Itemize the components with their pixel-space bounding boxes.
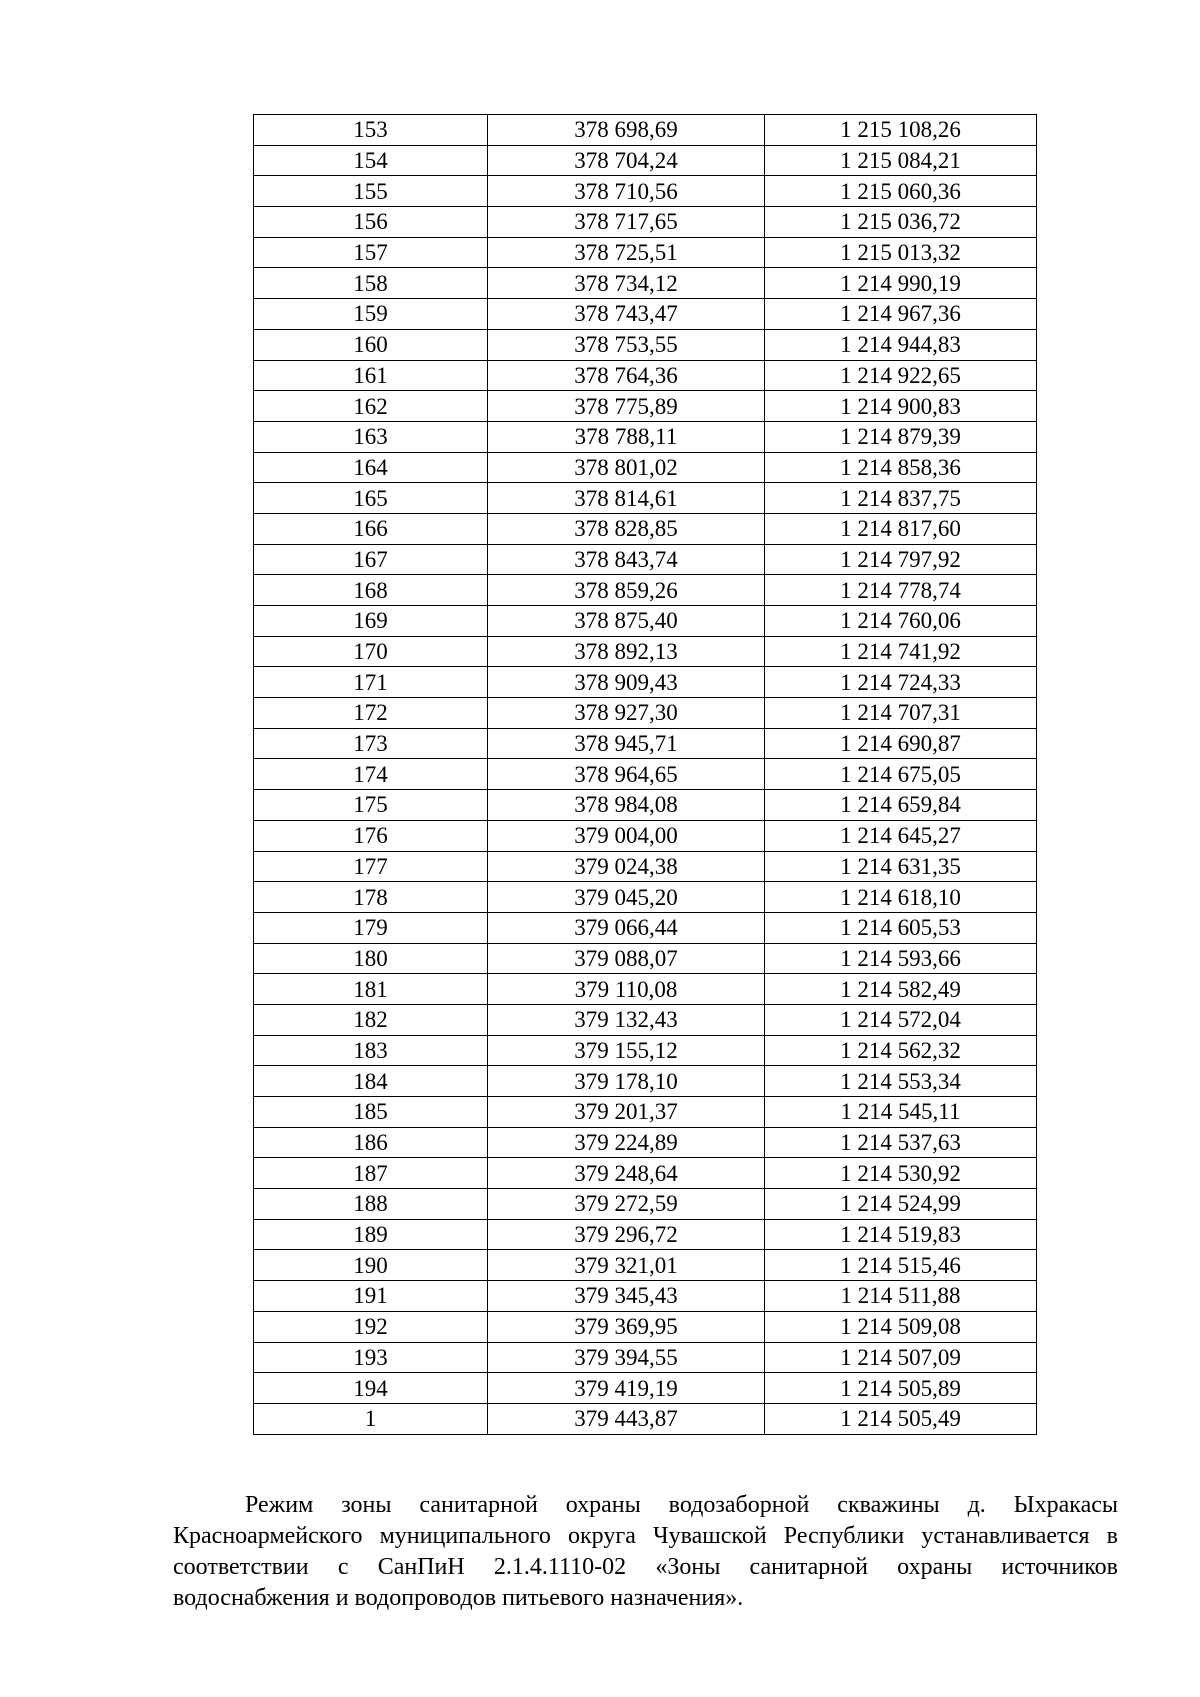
- table-row: [254, 820, 1037, 851]
- point-number-cell: 159: [254, 299, 488, 330]
- point-number-cell: 194: [254, 1373, 488, 1404]
- y-coordinate-cell: 1 215 013,32: [765, 237, 1037, 268]
- point-number-cell: 192: [254, 1311, 488, 1342]
- point-number-cell: 166: [254, 513, 488, 544]
- y-coordinate-cell: 1 214 990,19: [765, 268, 1037, 299]
- y-coordinate-cell: 1 214 690,87: [765, 728, 1037, 759]
- x-coordinate-cell: 378 704,24: [488, 145, 765, 176]
- y-coordinate-cell: 1 214 645,27: [765, 820, 1037, 851]
- point-number-cell: 154: [254, 145, 488, 176]
- y-coordinate-cell: 1 214 593,66: [765, 943, 1037, 974]
- point-number-cell: 165: [254, 483, 488, 514]
- y-coordinate-cell: 1 215 108,26: [765, 115, 1037, 146]
- point-number-cell: 175: [254, 790, 488, 821]
- y-coordinate-cell: 1 214 530,92: [765, 1158, 1037, 1189]
- point-number-cell: 155: [254, 176, 488, 207]
- table-row: [254, 759, 1037, 790]
- table-row: [254, 483, 1037, 514]
- y-coordinate-cell: 1 214 967,36: [765, 299, 1037, 330]
- y-coordinate-cell: 1 214 879,39: [765, 421, 1037, 452]
- point-number-cell: 164: [254, 452, 488, 483]
- x-coordinate-cell: 378 945,71: [488, 728, 765, 759]
- table-row: [254, 1066, 1037, 1097]
- table-row: [254, 912, 1037, 943]
- y-coordinate-cell: 1 214 507,09: [765, 1342, 1037, 1373]
- table-row: [254, 176, 1037, 207]
- y-coordinate-cell: 1 215 060,36: [765, 176, 1037, 207]
- table-row: [254, 1127, 1037, 1158]
- y-coordinate-cell: 1 214 524,99: [765, 1189, 1037, 1220]
- coordinates-table-body: [254, 115, 1037, 1435]
- table-row: [254, 360, 1037, 391]
- y-coordinate-cell: 1 214 817,60: [765, 513, 1037, 544]
- point-number-cell: 163: [254, 421, 488, 452]
- point-number-cell: 185: [254, 1097, 488, 1128]
- x-coordinate-cell: 378 843,74: [488, 544, 765, 575]
- point-number-cell: 156: [254, 207, 488, 238]
- point-number-cell: 179: [254, 912, 488, 943]
- y-coordinate-cell: 1 214 537,63: [765, 1127, 1037, 1158]
- y-coordinate-cell: 1 214 582,49: [765, 974, 1037, 1005]
- x-coordinate-cell: 378 725,51: [488, 237, 765, 268]
- table-row: [254, 974, 1037, 1005]
- table-row: [254, 606, 1037, 637]
- point-number-cell: 181: [254, 974, 488, 1005]
- x-coordinate-cell: 379 419,19: [488, 1373, 765, 1404]
- x-coordinate-cell: 378 984,08: [488, 790, 765, 821]
- table-row: [254, 1004, 1037, 1035]
- x-coordinate-cell: 378 788,11: [488, 421, 765, 452]
- x-coordinate-cell: 379 024,38: [488, 851, 765, 882]
- table-row: [254, 882, 1037, 913]
- point-number-cell: 190: [254, 1250, 488, 1281]
- y-coordinate-cell: 1 214 741,92: [765, 636, 1037, 667]
- table-row: [254, 391, 1037, 422]
- y-coordinate-cell: 1 214 562,32: [765, 1035, 1037, 1066]
- table-row: [254, 1219, 1037, 1250]
- point-number-cell: 160: [254, 329, 488, 360]
- table-row: [254, 452, 1037, 483]
- table-row: [254, 575, 1037, 606]
- paragraph-text: Режим зоны санитарной охраны водозаборной скважины д. Ыхракасы Красноармейского муниципального округа Чувашской Республики устанавливается в соответствии с СанПиН 2.1.4.1110-02 «Зоны санитарной охраны источников водоснабжения и водопроводов питьевого назначения».: [173, 1492, 1118, 1611]
- x-coordinate-cell: 379 155,12: [488, 1035, 765, 1066]
- point-number-cell: 188: [254, 1189, 488, 1220]
- table-row: [254, 207, 1037, 238]
- y-coordinate-cell: 1 214 659,84: [765, 790, 1037, 821]
- x-coordinate-cell: 379 248,64: [488, 1158, 765, 1189]
- x-coordinate-cell: 378 964,65: [488, 759, 765, 790]
- x-coordinate-cell: 379 088,07: [488, 943, 765, 974]
- x-coordinate-cell: 379 045,20: [488, 882, 765, 913]
- point-number-cell: 170: [254, 636, 488, 667]
- point-number-cell: 176: [254, 820, 488, 851]
- table-row: [254, 115, 1037, 146]
- table-row: [254, 943, 1037, 974]
- y-coordinate-cell: 1 214 605,53: [765, 912, 1037, 943]
- x-coordinate-cell: 378 828,85: [488, 513, 765, 544]
- y-coordinate-cell: 1 214 900,83: [765, 391, 1037, 422]
- x-coordinate-cell: 379 066,44: [488, 912, 765, 943]
- table-row: [254, 1189, 1037, 1220]
- table-row: [254, 1035, 1037, 1066]
- y-coordinate-cell: 1 214 797,92: [765, 544, 1037, 575]
- point-number-cell: 1: [254, 1403, 488, 1434]
- point-number-cell: 171: [254, 667, 488, 698]
- x-coordinate-cell: 379 394,55: [488, 1342, 765, 1373]
- point-number-cell: 169: [254, 606, 488, 637]
- table-row: [254, 145, 1037, 176]
- table-row: [254, 1342, 1037, 1373]
- table-row: [254, 1311, 1037, 1342]
- x-coordinate-cell: 378 892,13: [488, 636, 765, 667]
- x-coordinate-cell: 378 927,30: [488, 698, 765, 729]
- y-coordinate-cell: 1 214 707,31: [765, 698, 1037, 729]
- x-coordinate-cell: 378 875,40: [488, 606, 765, 637]
- table-row: [254, 1281, 1037, 1312]
- y-coordinate-cell: 1 214 509,08: [765, 1311, 1037, 1342]
- point-number-cell: 182: [254, 1004, 488, 1035]
- coordinates-table: [253, 114, 1037, 1435]
- point-number-cell: 173: [254, 728, 488, 759]
- point-number-cell: 168: [254, 575, 488, 606]
- x-coordinate-cell: 379 296,72: [488, 1219, 765, 1250]
- x-coordinate-cell: 379 369,95: [488, 1311, 765, 1342]
- point-number-cell: 187: [254, 1158, 488, 1189]
- point-number-cell: 180: [254, 943, 488, 974]
- table-row: [254, 513, 1037, 544]
- table-row: [254, 728, 1037, 759]
- y-coordinate-cell: 1 214 515,46: [765, 1250, 1037, 1281]
- point-number-cell: 177: [254, 851, 488, 882]
- x-coordinate-cell: 378 717,65: [488, 207, 765, 238]
- point-number-cell: 184: [254, 1066, 488, 1097]
- y-coordinate-cell: 1 214 724,33: [765, 667, 1037, 698]
- point-number-cell: 186: [254, 1127, 488, 1158]
- point-number-cell: 162: [254, 391, 488, 422]
- table-row: [254, 329, 1037, 360]
- x-coordinate-cell: 379 224,89: [488, 1127, 765, 1158]
- y-coordinate-cell: 1 214 505,89: [765, 1373, 1037, 1404]
- x-coordinate-cell: 378 801,02: [488, 452, 765, 483]
- table-row: [254, 237, 1037, 268]
- point-number-cell: 189: [254, 1219, 488, 1250]
- point-number-cell: 183: [254, 1035, 488, 1066]
- y-coordinate-cell: 1 214 837,75: [765, 483, 1037, 514]
- y-coordinate-cell: 1 214 519,83: [765, 1219, 1037, 1250]
- x-coordinate-cell: 379 321,01: [488, 1250, 765, 1281]
- table-row: [254, 636, 1037, 667]
- x-coordinate-cell: 379 443,87: [488, 1403, 765, 1434]
- y-coordinate-cell: 1 214 545,11: [765, 1097, 1037, 1128]
- table-row: [254, 790, 1037, 821]
- x-coordinate-cell: 379 178,10: [488, 1066, 765, 1097]
- point-number-cell: 167: [254, 544, 488, 575]
- y-coordinate-cell: 1 214 505,49: [765, 1403, 1037, 1434]
- point-number-cell: 153: [254, 115, 488, 146]
- point-number-cell: 178: [254, 882, 488, 913]
- y-coordinate-cell: 1 214 760,06: [765, 606, 1037, 637]
- x-coordinate-cell: 378 710,56: [488, 176, 765, 207]
- y-coordinate-cell: 1 214 675,05: [765, 759, 1037, 790]
- x-coordinate-cell: 378 775,89: [488, 391, 765, 422]
- table-row: [254, 667, 1037, 698]
- y-coordinate-cell: 1 214 922,65: [765, 360, 1037, 391]
- table-row: [254, 544, 1037, 575]
- y-coordinate-cell: 1 214 553,34: [765, 1066, 1037, 1097]
- body-paragraph: [173, 1490, 1118, 1614]
- table-row: [254, 299, 1037, 330]
- y-coordinate-cell: 1 215 036,72: [765, 207, 1037, 238]
- point-number-cell: 191: [254, 1281, 488, 1312]
- x-coordinate-cell: 379 132,43: [488, 1004, 765, 1035]
- x-coordinate-cell: 378 743,47: [488, 299, 765, 330]
- y-coordinate-cell: 1 215 084,21: [765, 145, 1037, 176]
- table-row: [254, 268, 1037, 299]
- table-row: [254, 421, 1037, 452]
- x-coordinate-cell: 379 201,37: [488, 1097, 765, 1128]
- x-coordinate-cell: 378 814,61: [488, 483, 765, 514]
- y-coordinate-cell: 1 214 511,88: [765, 1281, 1037, 1312]
- point-number-cell: 174: [254, 759, 488, 790]
- y-coordinate-cell: 1 214 944,83: [765, 329, 1037, 360]
- x-coordinate-cell: 378 909,43: [488, 667, 765, 698]
- point-number-cell: 193: [254, 1342, 488, 1373]
- table-row: [254, 1403, 1037, 1434]
- table-row: [254, 1373, 1037, 1404]
- x-coordinate-cell: 378 698,69: [488, 115, 765, 146]
- y-coordinate-cell: 1 214 778,74: [765, 575, 1037, 606]
- y-coordinate-cell: 1 214 858,36: [765, 452, 1037, 483]
- table-row: [254, 698, 1037, 729]
- point-number-cell: 158: [254, 268, 488, 299]
- x-coordinate-cell: 378 764,36: [488, 360, 765, 391]
- y-coordinate-cell: 1 214 618,10: [765, 882, 1037, 913]
- x-coordinate-cell: 379 345,43: [488, 1281, 765, 1312]
- point-number-cell: 172: [254, 698, 488, 729]
- y-coordinate-cell: 1 214 631,35: [765, 851, 1037, 882]
- x-coordinate-cell: 379 272,59: [488, 1189, 765, 1220]
- table-row: [254, 1097, 1037, 1128]
- table-row: [254, 851, 1037, 882]
- point-number-cell: 157: [254, 237, 488, 268]
- x-coordinate-cell: 378 734,12: [488, 268, 765, 299]
- table-row: [254, 1250, 1037, 1281]
- y-coordinate-cell: 1 214 572,04: [765, 1004, 1037, 1035]
- point-number-cell: 161: [254, 360, 488, 391]
- table-row: [254, 1158, 1037, 1189]
- x-coordinate-cell: 378 753,55: [488, 329, 765, 360]
- x-coordinate-cell: 379 004,00: [488, 820, 765, 851]
- x-coordinate-cell: 379 110,08: [488, 974, 765, 1005]
- x-coordinate-cell: 378 859,26: [488, 575, 765, 606]
